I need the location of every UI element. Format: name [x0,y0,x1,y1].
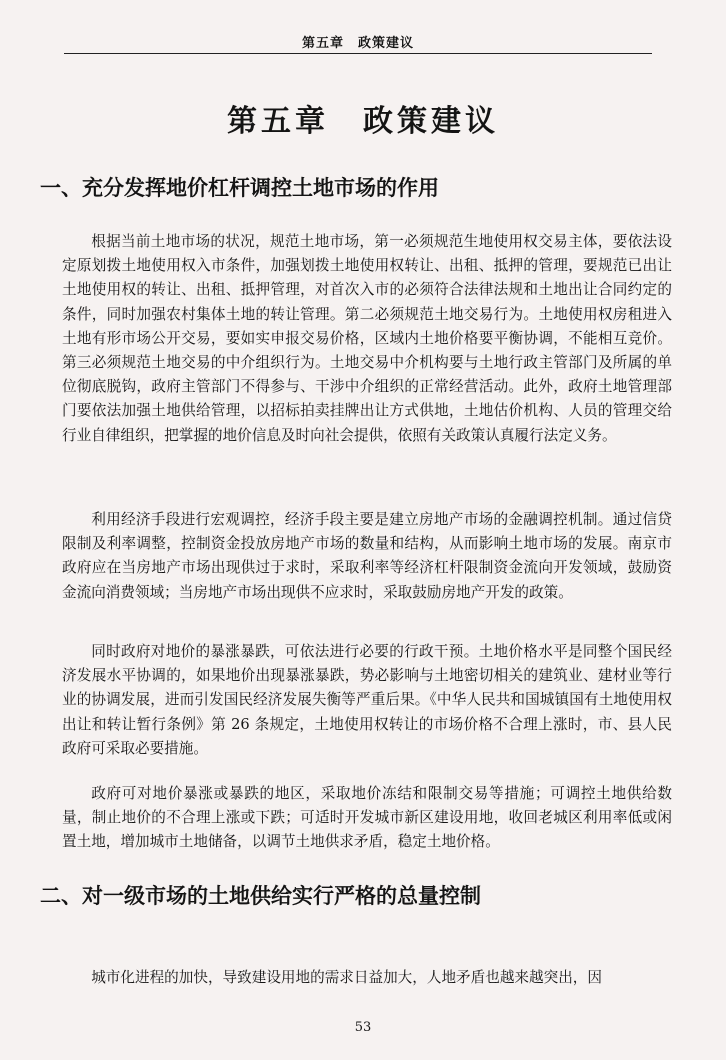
running-header: 第五章 政策建议 [301,36,414,51]
paragraph: 政府可对地价暴涨或暴跌的地区，采取地价冻结和限制交易等措施；可调控土地供给数量，制止地价的不合理上涨或下跌；可适时开发城市新区建设用地，收回老城区利用率低或闲置土地，增加城市土地储备，以调节土地供求矛盾，稳定土地价格。 [62,785,672,851]
section-1-body-3 [62,640,672,761]
section-heading-1: 一、充分发挥地价杠杆调控土地市场的作用 [40,176,439,200]
section-1-body-2 [62,508,672,605]
header-rule [64,53,652,54]
page-number: 53 [354,1020,372,1035]
paragraph: 根据当前土地市场的状况，规范土地市场，第一必须规范生地使用权交易主体，要依法设定原划拨土地使用权入市条件，加强划拨土地使用权转让、出租、抵押的管理，要规范已出让土地使用权的转让、出租、抵押管理，对首次入市的必须符合法律法规和土地出让合同约定的条件，同时加强农村集体土地的转让管理。第二必须规范土地交易行为。土地使用权房租进入土地有形市场公开交易，要如实申报交易价格，区域内土地价格要平衡协调，不能相互竞价。第三必须规范土地交易的中介组织行为。土地交易中介机构要与土地行政主管部门及所属的单位彻底脱钩，政府主管部门不得参与、干涉中介组织的正常经营活动。此外，政府土地管理部门要依法加强土地供给管理，以招标拍卖挂牌出让方式供地，土地估价机构、人员的管理交给行业自律组织，把掌握的地价信息及时向社会提供，依照有关政策认真履行法定义务。 [62,233,672,444]
section-2-body [62,966,672,990]
section-heading-2: 二、对一级市场的土地供给实行严格的总量控制 [40,884,481,908]
paragraph: 同时政府对地价的暴涨暴跌，可依法进行必要的行政干预。土地价格水平是同整个国民经济发展水平协调的，如果地价出现暴涨暴跌，势必影响与土地密切相关的建筑业、建材业等行业的协调发展，进而引发国民经济发展失衡等严重后果。《中华人民共和国城镇国有土地使用权出让和转让暂行条例》第 26 条规定，土地使用权转让的市场价格不合理上涨时，市、县人民政府可采取必要措施。 [62,643,672,757]
paragraph: 城市化进程的加快，导致建设用地的需求日益加大，人地矛盾也越来越突出，因 [91,969,602,986]
section-1-body-4 [62,782,672,855]
chapter-title: 第五章 政策建议 [227,104,499,139]
section-1-body [62,230,672,448]
paragraph: 利用经济手段进行宏观调控，经济手段主要是建立房地产市场的金融调控机制。通过信贷限制及利率调整，控制资金投放房地产市场的数量和结构，从而影响土地市场的发展。南京市政府应在当房地产市场出现供过于求时，采取利率等经济杠杆限制资金流向开发领域，鼓励资金流向消费领域；当房地产市场出现供不应求时，采取鼓励房地产开发的政策。 [62,511,672,601]
